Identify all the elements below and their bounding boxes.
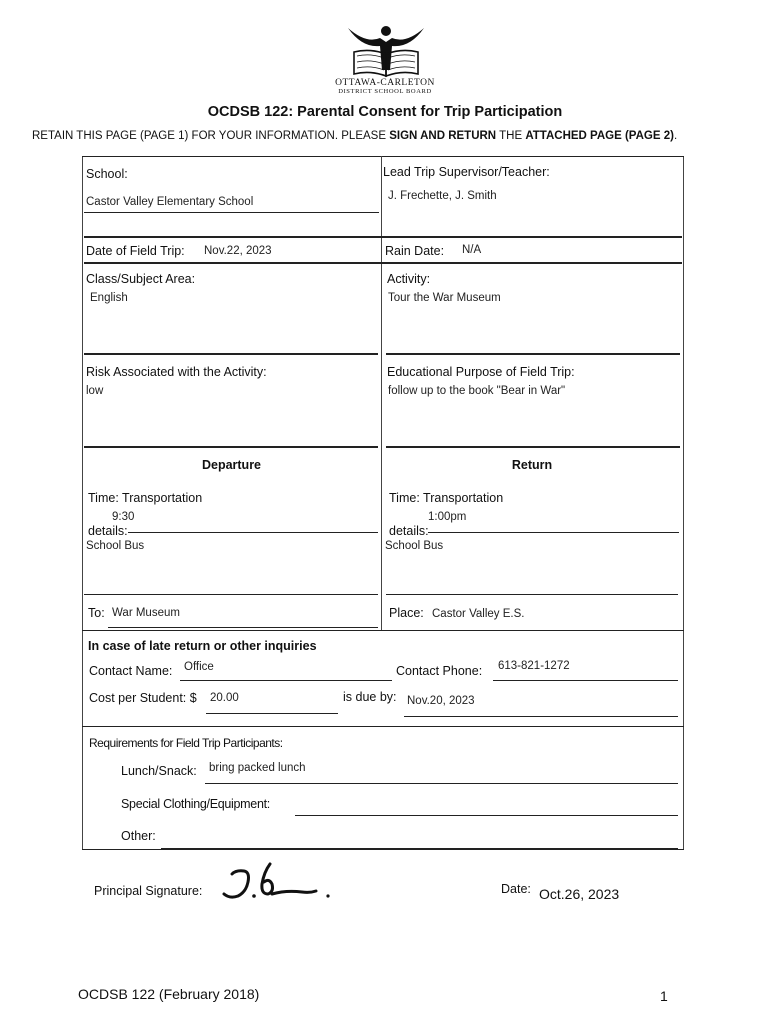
risk-label: Risk Associated with the Activity: <box>86 365 267 379</box>
contact-phone-label: Contact Phone: <box>396 664 483 678</box>
requirements-section-top <box>82 726 684 727</box>
class-subject-value[interactable]: English <box>90 292 128 304</box>
due-value[interactable]: Nov.20, 2023 <box>407 695 475 707</box>
rain-date-value[interactable]: N/A <box>462 244 482 256</box>
cost-underline <box>206 713 338 714</box>
contact-name-value[interactable]: Office <box>184 661 214 673</box>
return-box-underline <box>386 594 678 595</box>
rain-date-label: Rain Date: <box>385 244 445 258</box>
departure-heading: Departure <box>201 458 262 472</box>
form-border-top <box>82 156 684 157</box>
other-underline <box>161 848 678 849</box>
purpose-value[interactable]: follow up to the book "Bear in War" <box>388 385 566 397</box>
form-border-right <box>683 156 684 850</box>
risk-underline <box>84 446 378 448</box>
org-subtitle: DISTRICT SCHOOL BOARD <box>338 88 432 95</box>
late-section-top <box>82 630 684 631</box>
activity-underline <box>386 353 680 355</box>
purpose-underline <box>386 446 680 448</box>
risk-value[interactable]: low <box>86 385 104 397</box>
trip-date-label: Date of Field Trip: <box>86 244 185 258</box>
school-label: School: <box>86 167 128 181</box>
class-subject-label: Class/Subject Area: <box>86 272 196 286</box>
form-center-divider <box>381 156 382 630</box>
place-label: Place: <box>389 606 424 620</box>
lunch-underline <box>205 783 678 784</box>
to-underline <box>108 627 378 628</box>
signature-date-value[interactable]: Oct.26, 2023 <box>539 886 620 902</box>
place-value[interactable]: Castor Valley E.S. <box>432 608 525 620</box>
to-label: To: <box>88 606 105 620</box>
principal-signature-label: Principal Signature: <box>94 884 203 898</box>
principal-signature-image <box>214 858 334 904</box>
activity-value[interactable]: Tour the War Museum <box>388 292 501 304</box>
contact-phone-value[interactable]: 613-821-1272 <box>498 660 570 672</box>
due-underline <box>404 716 678 717</box>
row-divider-1 <box>84 236 682 238</box>
contact-phone-underline <box>493 680 678 681</box>
form-id-footer: OCDSB 122 (February 2018) <box>78 986 260 1002</box>
form-border-bottom <box>82 849 684 850</box>
due-label: is due by: <box>343 690 397 704</box>
contact-name-underline <box>180 680 392 681</box>
return-details-value[interactable]: School Bus <box>385 540 444 552</box>
school-value[interactable]: Castor Valley Elementary School <box>86 196 254 208</box>
trip-date-value[interactable]: Nov.22, 2023 <box>204 245 272 257</box>
cost-value[interactable]: 20.00 <box>210 692 239 704</box>
return-time-label: Time: Transportation <box>389 491 504 505</box>
return-details-underline <box>428 532 679 533</box>
page-title: OCDSB 122: Parental Consent for Trip Participation <box>207 104 563 120</box>
requirements-heading: Requirements for Field Trip Participants: <box>89 736 283 750</box>
clothing-underline <box>295 815 678 816</box>
return-heading: Return <box>511 458 553 472</box>
school-underline <box>84 212 379 213</box>
departure-details-label: details: <box>88 524 128 538</box>
lunch-label: Lunch/Snack: <box>121 764 197 778</box>
departure-time-value[interactable]: 9:30 <box>112 511 135 523</box>
departure-details-underline <box>128 532 378 533</box>
signature-date-label: Date: <box>501 882 531 896</box>
other-label: Other: <box>121 829 156 843</box>
late-return-heading: In case of late return or other inquiries <box>88 639 317 653</box>
activity-label: Activity: <box>387 272 431 286</box>
supervisor-value[interactable]: J. Frechette, J. Smith <box>388 190 497 202</box>
cost-label: Cost per Student: $ <box>89 691 197 705</box>
return-details-label: details: <box>389 524 429 538</box>
departure-time-label: Time: Transportation <box>88 491 203 505</box>
class-underline <box>84 353 378 355</box>
departure-details-value[interactable]: School Bus <box>86 540 145 552</box>
clothing-label: Special Clothing/Equipment: <box>121 797 270 811</box>
lunch-value[interactable]: bring packed lunch <box>209 762 306 774</box>
row-divider-2 <box>84 262 682 264</box>
org-name: OTTAWA-CARLETON <box>335 78 435 88</box>
return-time-value[interactable]: 1:00pm <box>428 511 467 523</box>
departure-box-underline <box>84 594 378 595</box>
contact-name-label: Contact Name: <box>89 664 173 678</box>
supervisor-label: Lead Trip Supervisor/Teacher: <box>383 165 550 179</box>
purpose-label: Educational Purpose of Field Trip: <box>387 365 575 379</box>
page-number: 1 <box>660 988 668 1004</box>
instructions: RETAIN THIS PAGE (PAGE 1) FOR YOUR INFORMATION. PLEASE SIGN AND RETURN THE ATTACHED PAGE (PAGE 2). <box>32 130 678 142</box>
form-border-left <box>82 156 83 850</box>
to-value[interactable]: War Museum <box>112 607 180 619</box>
